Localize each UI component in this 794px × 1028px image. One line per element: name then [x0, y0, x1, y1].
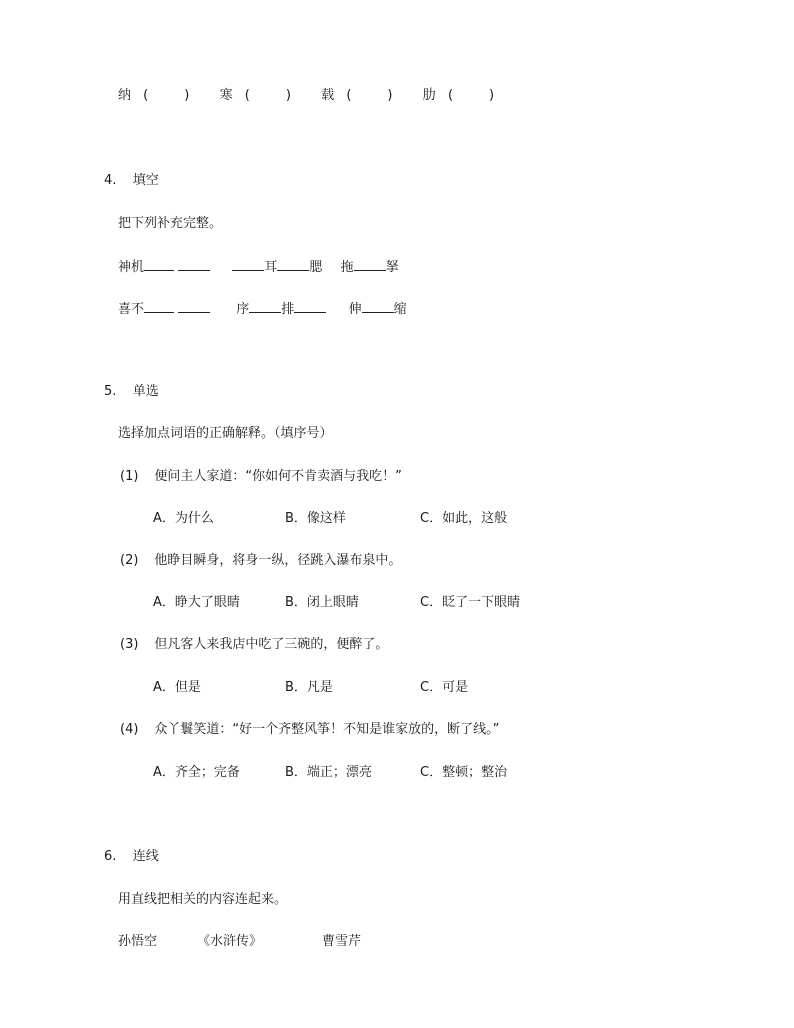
q5-sub-1-num: (1) — [120, 469, 139, 484]
q4-r1-w3b: 拏 — [385, 260, 399, 275]
answer-blank[interactable] — [294, 300, 326, 313]
q3-char-3: 载 — [321, 88, 335, 103]
answer-blank[interactable] — [178, 300, 210, 313]
q5-sub-1-text: 便问主人家道：“你如何不肯卖酒与我吃！” — [154, 469, 402, 484]
q4-r2-w2a: 序 — [236, 302, 250, 317]
answer-blank[interactable] — [362, 300, 394, 313]
q3-char-row — [118, 88, 494, 104]
q3-char-4: 肋 — [422, 88, 436, 103]
q4-r1-w2a: 耳 — [264, 260, 278, 275]
q4-instruction: 把下列补充完整。 — [118, 216, 223, 231]
answer-blank[interactable] — [249, 300, 281, 313]
q5-sub-2-text: 他睁目瞬身，将身一纵，径跳入瀑布泉中。 — [154, 553, 402, 568]
q5-sub-1-option-a[interactable]: A．为什么 — [153, 511, 214, 526]
q4-r2-w1: 喜不 — [118, 302, 145, 317]
q3-open-4: ( — [447, 88, 454, 103]
q4-r1-w3a: 拖 — [340, 260, 354, 275]
q6-match-col-2[interactable]: 《水浒传》 — [197, 934, 263, 949]
q5-sub-3-option-b[interactable]: B．凡是 — [285, 680, 333, 695]
q5-sub-4 — [120, 722, 499, 738]
q5-sub-3-num: (3) — [120, 637, 139, 652]
q3-close-1: ) — [184, 88, 190, 103]
q5-sub-1-option-c[interactable]: C．如此，这般 — [420, 511, 508, 526]
q3-close-3: ) — [387, 88, 393, 103]
q6-type: 连线 — [132, 849, 159, 864]
q5-type: 单选 — [132, 384, 159, 399]
q4-r1-w2b: 腮 — [309, 260, 323, 275]
q6-match-col-3[interactable]: 曹雪芹 — [322, 934, 362, 949]
q5-sub-2-option-c[interactable]: C．眨了一下眼睛 — [420, 595, 521, 610]
q5-number: 5. — [104, 384, 117, 399]
q5-sub-2 — [120, 553, 401, 569]
q6-heading — [104, 849, 159, 865]
q5-sub-3-text: 但凡客人来我店中吃了三碗的，便醉了。 — [154, 637, 389, 652]
q6-instruction: 用直线把相关的内容连起来。 — [118, 892, 288, 907]
q4-heading — [104, 173, 159, 189]
q5-sub-2-option-a[interactable]: A．睁大了眼睛 — [153, 595, 240, 610]
q5-sub-4-num: (4) — [120, 722, 139, 737]
answer-blank[interactable] — [144, 258, 174, 271]
q4-r2-w3a: 伸 — [348, 302, 362, 317]
q5-sub-2-num: (2) — [120, 553, 139, 568]
q5-sub-4-text: 众丫鬟笑道：“好一个齐整风筝！不知是谁家放的，断了线。” — [154, 722, 500, 737]
q5-sub-1 — [120, 469, 402, 485]
answer-blank[interactable] — [144, 300, 174, 313]
q6-match-col-1[interactable]: 孙悟空 — [118, 934, 158, 949]
q5-heading — [104, 384, 159, 400]
q5-sub-3-option-a[interactable]: A．但是 — [153, 680, 201, 695]
q5-sub-2-option-b[interactable]: B．闭上眼睛 — [285, 595, 359, 610]
q3-close-2: ) — [285, 88, 291, 103]
q3-close-4: ) — [489, 88, 495, 103]
q3-open-1: ( — [143, 88, 149, 103]
q5-instruction: 选择加点词语的正确解释。（填序号） — [118, 426, 333, 441]
q4-r2-w3b: 缩 — [393, 302, 407, 317]
q5-sub-4-option-a[interactable]: A．齐全；完备 — [153, 765, 240, 780]
q5-sub-4-option-b[interactable]: B．端正；漂亮 — [285, 765, 372, 780]
q5-sub-1-option-b[interactable]: B．像这样 — [285, 511, 346, 526]
q4-row-2 — [118, 300, 407, 318]
q3-char-1: 纳 — [118, 88, 132, 103]
answer-blank[interactable] — [277, 258, 309, 271]
q3-open-3: ( — [346, 88, 352, 103]
q5-sub-3-option-c[interactable]: C．可是 — [420, 680, 469, 695]
q4-row-1 — [118, 258, 399, 276]
q6-number: 6. — [104, 849, 117, 864]
answer-blank[interactable] — [354, 258, 386, 271]
q5-sub-3 — [120, 637, 388, 653]
q4-type: 填空 — [132, 173, 159, 188]
q4-r2-w2b: 排 — [281, 302, 295, 317]
q3-char-2: 寒 — [219, 88, 233, 103]
answer-blank[interactable] — [178, 258, 210, 271]
q3-open-2: ( — [244, 88, 250, 103]
q4-number: 4. — [104, 173, 117, 188]
answer-blank[interactable] — [232, 258, 264, 271]
q5-sub-4-option-c[interactable]: C．整顿；整治 — [420, 765, 508, 780]
q4-r1-w1: 神机 — [118, 260, 145, 275]
